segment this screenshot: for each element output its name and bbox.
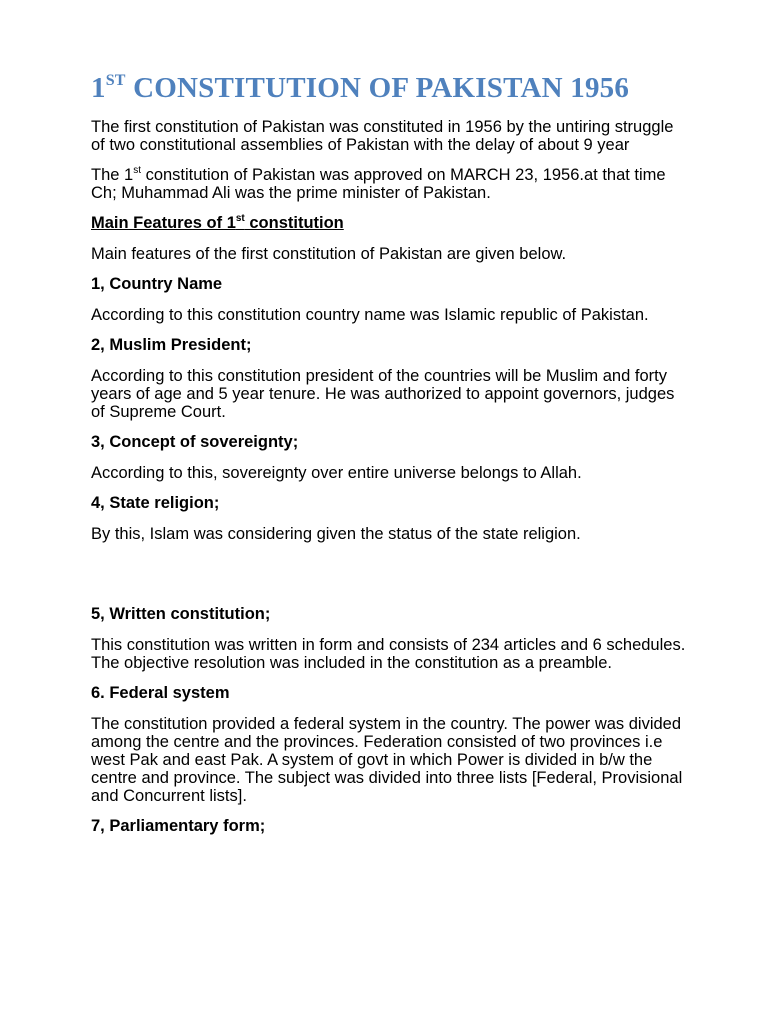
- section-heading-state-religion: 4, State religion;: [91, 494, 220, 512]
- main-features-heading-end: constitution: [244, 214, 344, 232]
- title-number: 1: [91, 72, 106, 104]
- section-text-federal-system: The constitution provided a federal system in the country. The power was divided among the centre and the provinces. Federation consisted of two provinces i.e west Pak and east Pak. A system of govt in which Power is divided in b/w the centre and province. The subject was divided into three lists [Federal, Provisional and Concurrent lists].: [91, 715, 683, 805]
- section-text-state-religion: By this, Islam was considering given the status of the state religion.: [91, 525, 581, 543]
- title-ordinal-suffix: ST: [105, 72, 126, 89]
- document-title: [91, 70, 691, 106]
- intro-paragraph-2: [91, 166, 691, 202]
- intro-p2-ordinal: st: [133, 165, 141, 176]
- main-features-heading-ordinal: st: [235, 213, 245, 224]
- intro-paragraph-1: The first constitution of Pakistan was constituted in 1956 by the untiring struggle of two constitutional assemblies of Pakistan with the delay of about 9 year: [91, 118, 674, 154]
- intro-p2-end: constitution of Pakistan was approved on MARCH 23, 1956.at that time Ch; Muhammad Ali was the prime minister of Pakistan.: [91, 166, 666, 202]
- main-features-heading: [91, 214, 691, 232]
- section-heading-sovereignty: 3, Concept of sovereignty;: [91, 433, 299, 451]
- section-text-written-constitution: This constitution was written in form and consists of 234 articles and 6 schedules. The objective resolution was included in the constitution as a preamble.: [91, 636, 686, 672]
- section-heading-country-name: 1, Country Name: [91, 275, 223, 293]
- section-heading-written-constitution: 5, Written constitution;: [91, 605, 271, 623]
- intro-p2-start: The 1: [91, 166, 134, 184]
- blank-space: [91, 555, 691, 605]
- section-heading-federal-system: 6. Federal system: [91, 684, 230, 702]
- section-heading-parliamentary-form: 7, Parliamentary form;: [91, 817, 266, 835]
- features-intro: Main features of the first constitution of Pakistan are given below.: [91, 245, 567, 263]
- main-features-heading-start: Main Features of 1: [91, 214, 236, 232]
- document-page: [91, 70, 691, 848]
- section-text-sovereignty: According to this, sovereignty over entire universe belongs to Allah.: [91, 464, 582, 482]
- section-text-muslim-president: According to this constitution president of the countries will be Muslim and forty years of age and 5 year tenure. He was authorized to appoint governors, judges of Supreme Court.: [91, 367, 675, 421]
- title-text: CONSTITUTION OF PAKISTAN 1956: [125, 72, 630, 104]
- section-heading-muslim-president: 2, Muslim President;: [91, 336, 252, 354]
- section-text-country-name: According to this constitution country name was Islamic republic of Pakistan.: [91, 306, 649, 324]
